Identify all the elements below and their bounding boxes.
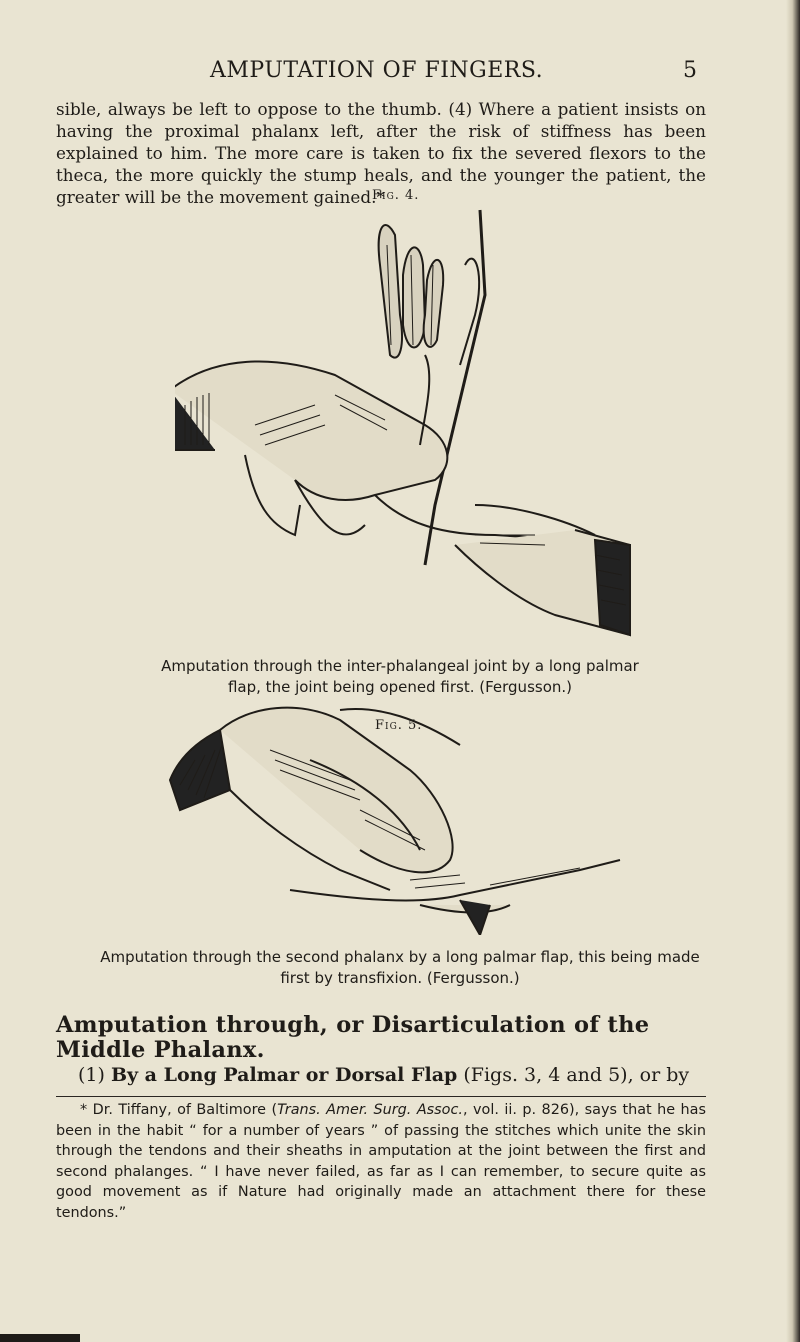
figure-5-caption: Amputation through the second phalanx by a long palmar flap, this being made first by transfixion. (Fergusson.) xyxy=(100,948,700,987)
numbered-paragraph xyxy=(78,1064,689,1086)
paragraph-number: (1) xyxy=(78,1064,105,1086)
figure-5-illustration xyxy=(160,700,630,935)
figure-5-label: Fig. 5. xyxy=(375,718,423,733)
page-corner-shadow xyxy=(0,1334,80,1342)
page-header xyxy=(0,58,800,88)
footnote-lead: * Dr. Tiffany, of Baltimore ( xyxy=(80,1102,278,1118)
page-number: 5 xyxy=(683,58,697,83)
footnote-divider xyxy=(56,1096,706,1097)
paragraph-rest: (Figs. 3, 4 and 5), or by xyxy=(463,1064,690,1086)
figure-4-illustration xyxy=(175,205,635,645)
section-heading: Amputation through, or Disarticulation of the Middle Phalanx. xyxy=(56,1012,650,1063)
page-edge-shadow xyxy=(786,0,800,1342)
running-head: AMPUTATION OF FINGERS. xyxy=(210,58,544,83)
body-paragraph: sible, always be left to oppose to the thumb. (4) Where a patient insists on having the proximal phalanx left, after the risk of stiffness has been explained to him. The more care is taken to fix the severed flexors to the theca, the more quickly the stump heals, and the younger the patient, the greater will be the movement gained.* xyxy=(56,99,706,207)
paragraph-bold-lead: By a Long Palmar or Dorsal Flap xyxy=(110,1064,458,1086)
footnote-citation: Trans. Amer. Surg. Assoc. xyxy=(277,1102,463,1118)
figure-4-label: Fig. 4. xyxy=(372,188,420,203)
footnote xyxy=(56,1100,706,1223)
figure-4-caption: Amputation through the inter-phalangeal joint by a long palmar flap, the joint being opened first. (Fergusson.) xyxy=(161,657,639,696)
footnote-body: , vol. ii. p. 826), says that he has been in the habit “ for a number of years ” of passing the stitches which unite the skin through the tendons and their sheaths in amputation at the joint between the first and second phalanges. “ I have never failed, as far as I can remember, to secure quite as good movement as if Nature had originally made an attachment there for these tendons.” xyxy=(56,1102,706,1221)
